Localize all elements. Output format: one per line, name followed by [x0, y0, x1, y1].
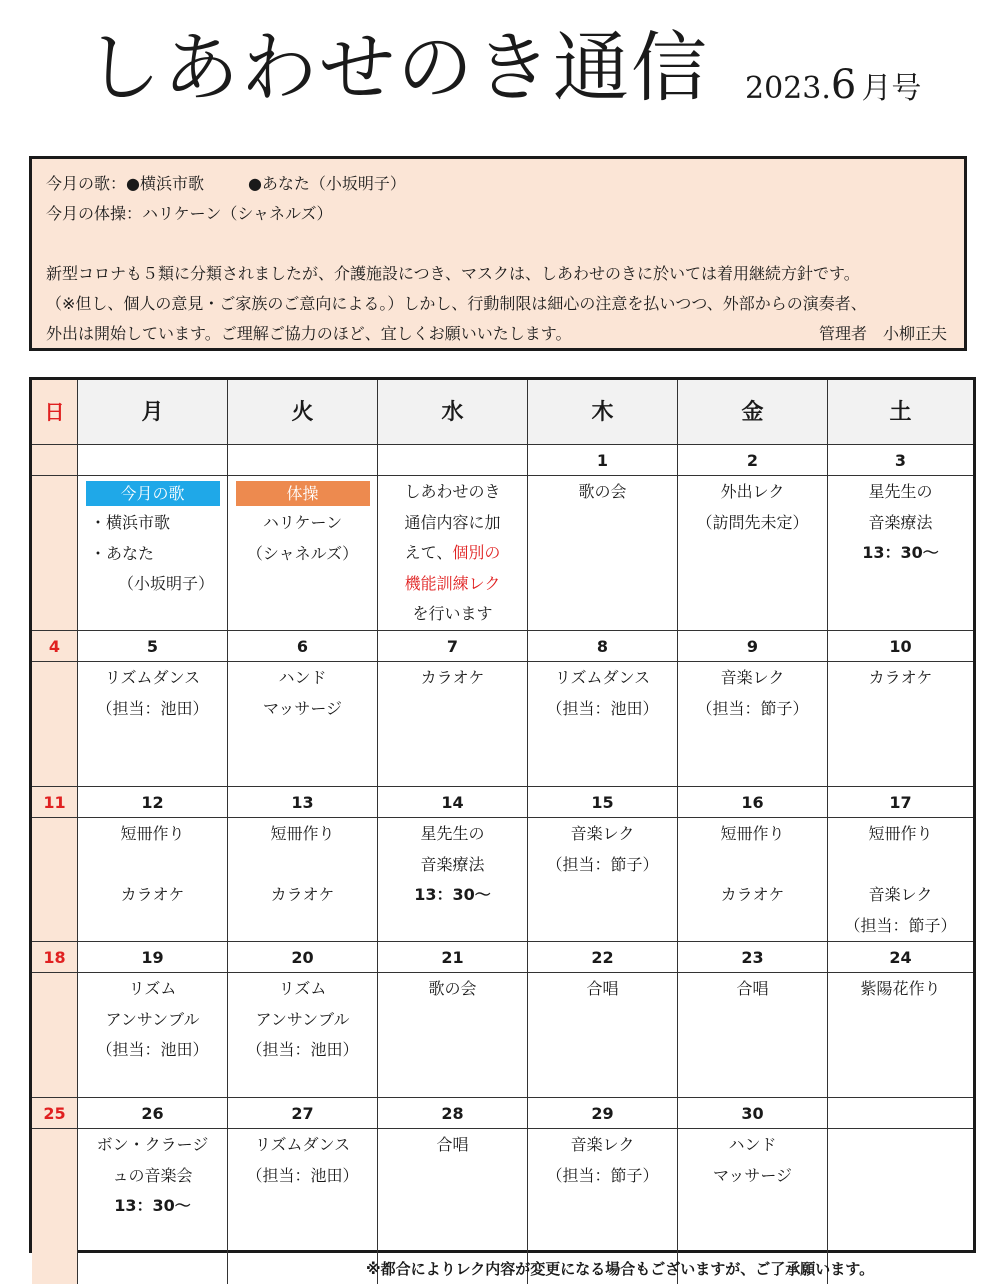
activity-line: 音楽療法	[868, 512, 933, 532]
activity-line: （担当：節子）	[696, 698, 809, 718]
date-cell	[378, 445, 528, 476]
activity-line: マッサージ	[712, 1165, 793, 1185]
activity-cell	[378, 818, 528, 942]
activity-line: 13：30〜	[114, 1196, 191, 1215]
song-line: 今月の歌：●横浜市歌 ●あなた（小坂明子）	[46, 174, 406, 193]
activity-cell-mon-song	[78, 476, 228, 631]
activity-line: 合唱	[736, 979, 769, 998]
weekday-sunday: 日	[32, 380, 78, 445]
activity-cell-sunday	[32, 818, 78, 942]
activity-cell	[828, 818, 973, 942]
week3-dates	[32, 787, 973, 818]
activity-cell	[228, 818, 378, 942]
activity-cell	[78, 973, 228, 1098]
activity-cell	[528, 973, 678, 1098]
weekday-friday: 金	[678, 380, 828, 445]
activity-line: リズムダンス	[254, 1135, 351, 1154]
date-cell: 10	[828, 631, 973, 662]
activity-line: ハンド	[278, 668, 327, 687]
activity-line: 短冊作り	[120, 824, 185, 843]
date-cell: 14	[378, 787, 528, 818]
activity-line: （担当：節子）	[844, 915, 957, 935]
activity-line: （担当：節子）	[546, 1165, 659, 1185]
issue-year: 2023.	[745, 71, 831, 106]
exercise-artist: （シャネルズ）	[246, 543, 359, 563]
date-cell: 8	[528, 631, 678, 662]
activity-cell	[678, 476, 828, 631]
activity-line: （担当：池田）	[246, 1040, 359, 1059]
header	[0, 0, 1000, 140]
notice-paragraph-2: （※但し、個人の意見・ご家族のご意向による。）しかし、行動制限は細心の注意を払いつつ、外部からの演奏者、	[46, 294, 867, 313]
activity-line: リズムダンス	[554, 668, 651, 687]
date-cell	[78, 445, 228, 476]
activity-line: 音楽レク	[570, 824, 635, 843]
activity-cell	[828, 476, 973, 631]
highlight-training: 機能訓練レク	[404, 573, 501, 593]
week3-activities	[32, 818, 973, 942]
weekday-thursday: 木	[528, 380, 678, 445]
newsletter-title: しあわせのき通信	[85, 23, 709, 112]
activity-line: 星先生の	[868, 482, 933, 501]
notice-box	[29, 156, 967, 351]
exercise-line: 今月の体操：ハリケーン（シャネルズ）	[46, 204, 333, 223]
activity-line: アンサンブル	[105, 1009, 200, 1029]
activity-line: 歌の会	[428, 979, 477, 998]
highlight-individual: 個別の	[452, 543, 501, 562]
footer-note: ※都合によりレク内容が変更になる場合もございますが、ご了承願います。	[366, 1260, 875, 1278]
activity-line: 短冊作り	[720, 824, 785, 843]
activity-line: リズムダンス	[104, 668, 201, 687]
activity-cell	[678, 662, 828, 787]
note-line: えて、個別の	[404, 543, 501, 562]
issue-label	[745, 62, 921, 108]
date-cell: 19	[78, 942, 228, 973]
activity-cell	[378, 973, 528, 1098]
date-cell: 25	[32, 1098, 78, 1129]
note-line: 通信内容に加	[404, 512, 501, 532]
activity-cell	[828, 662, 973, 787]
note-line: を行います	[412, 604, 493, 623]
date-cell: 23	[678, 942, 828, 973]
activity-line: 音楽療法	[420, 854, 485, 874]
weekday-monday: 月	[78, 380, 228, 445]
activity-line: アンサンブル	[255, 1009, 350, 1029]
week2-activities	[32, 662, 973, 787]
date-cell: 21	[378, 942, 528, 973]
weekday-header	[32, 380, 973, 445]
date-cell: 27	[228, 1098, 378, 1129]
activity-line: （担当：池田）	[96, 1040, 209, 1059]
activity-line: 短冊作り	[868, 824, 933, 843]
date-cell: 22	[528, 942, 678, 973]
activity-line: マッサージ	[262, 698, 343, 718]
activity-cell-sunday	[32, 476, 78, 631]
notice-paragraph-3: 外出は開始しています。ご理解ご協力のほど、宜しくお願いいたします。 管理者 小柳正夫	[46, 319, 964, 349]
activity-line: 歌の会	[578, 482, 627, 501]
activity-line: ハンド	[728, 1135, 777, 1154]
week-1-dates	[32, 445, 973, 476]
date-cell: 11	[32, 787, 78, 818]
date-cell: 1	[528, 445, 678, 476]
song-item-2-artist: （小坂明子）	[118, 574, 215, 593]
activity-line: 合唱	[586, 979, 619, 998]
issue-suffix: 月号	[861, 71, 922, 106]
activity-line: カラオケ	[120, 885, 185, 904]
date-cell: 17	[828, 787, 973, 818]
date-cell: 29	[528, 1098, 678, 1129]
date-cell	[228, 445, 378, 476]
song-of-month-tag: 今月の歌	[86, 481, 220, 506]
activity-line	[78, 850, 227, 881]
activity-cell	[78, 662, 228, 787]
activity-line: ュの音楽会	[112, 1165, 193, 1185]
notice-paragraph-1: 新型コロナも５類に分類されましたが、介護施設につき、マスクは、しあわせのきに於いては着用継続方針です。	[46, 264, 860, 283]
date-cell: 2	[678, 445, 828, 476]
activity-cell	[528, 662, 678, 787]
activity-line: 星先生の	[420, 824, 485, 843]
activity-line: 短冊作り	[270, 824, 335, 843]
activity-cell	[378, 662, 528, 787]
activity-line: （担当：節子）	[546, 854, 659, 874]
activity-line: カラオケ	[420, 668, 485, 687]
activity-cell	[528, 818, 678, 942]
exercise-tag: 体操	[236, 481, 370, 506]
activity-line: （訪問先未定）	[696, 512, 809, 532]
activity-cell-tue-exercise	[228, 476, 378, 631]
activity-cell	[228, 1129, 378, 1284]
activity-line: （担当：池田）	[246, 1165, 359, 1185]
activity-line: 合唱	[436, 1135, 469, 1154]
activity-line: 紫陽花作り	[860, 979, 941, 998]
activity-cell-sunday	[32, 662, 78, 787]
date-cell: 28	[378, 1098, 528, 1129]
activity-line	[678, 850, 827, 881]
activity-cell-wed-note	[378, 476, 528, 631]
date-cell: 16	[678, 787, 828, 818]
date-cell: 24	[828, 942, 973, 973]
monthly-calendar	[29, 377, 976, 1253]
date-cell: 3	[828, 445, 973, 476]
activity-line	[228, 850, 377, 881]
week-1-activities	[32, 476, 973, 631]
song-item-1: ・横浜市歌	[90, 513, 171, 532]
week2-dates	[32, 631, 973, 662]
activity-cell	[528, 476, 678, 631]
activity-cell	[228, 662, 378, 787]
manager-signature: 管理者 小柳正夫	[819, 324, 948, 343]
date-cell: 7	[378, 631, 528, 662]
date-cell: 13	[228, 787, 378, 818]
date-cell: 12	[78, 787, 228, 818]
week5-dates	[32, 1098, 973, 1129]
activity-line: 音楽レク	[868, 885, 933, 904]
activity-cell-sunday	[32, 973, 78, 1098]
date-cell: 30	[678, 1098, 828, 1129]
date-cell	[32, 445, 78, 476]
activity-line: （担当：池田）	[96, 698, 209, 718]
activity-line: カラオケ	[720, 885, 785, 904]
activity-cell-sunday	[32, 1129, 78, 1284]
activity-cell	[678, 973, 828, 1098]
activity-line: 外出レク	[720, 482, 785, 501]
week4-activities	[32, 973, 973, 1098]
activity-cell	[78, 818, 228, 942]
activity-line: カラオケ	[270, 885, 335, 904]
song-item-2: ・あなた	[90, 543, 155, 563]
activity-line: リズム	[278, 979, 327, 998]
date-cell: 6	[228, 631, 378, 662]
exercise-name: ハリケーン	[262, 513, 343, 532]
weekday-wednesday: 水	[378, 380, 528, 445]
issue-month: 6	[830, 62, 857, 108]
activity-line: ボン・クラージ	[96, 1135, 209, 1154]
date-cell: 20	[228, 942, 378, 973]
note-line: しあわせのき	[404, 482, 501, 501]
activity-cell	[678, 818, 828, 942]
activity-cell	[228, 973, 378, 1098]
date-cell: 5	[78, 631, 228, 662]
weekday-saturday: 土	[828, 380, 973, 445]
activity-cell	[78, 1129, 228, 1284]
activity-line: （担当：池田）	[546, 698, 659, 718]
activity-time: 13：30〜	[862, 543, 939, 562]
activity-line: 音楽レク	[720, 668, 785, 687]
weekday-tuesday: 火	[228, 380, 378, 445]
date-cell: 4	[32, 631, 78, 662]
date-cell: 9	[678, 631, 828, 662]
activity-line: 13：30〜	[414, 885, 491, 904]
activity-line	[828, 850, 973, 881]
activity-line: リズム	[128, 979, 177, 998]
date-cell: 26	[78, 1098, 228, 1129]
date-cell: 18	[32, 942, 78, 973]
date-cell	[828, 1098, 973, 1129]
week4-dates	[32, 942, 973, 973]
date-cell: 15	[528, 787, 678, 818]
activity-line: カラオケ	[868, 668, 933, 687]
activity-line: 音楽レク	[570, 1135, 635, 1154]
activity-cell	[828, 973, 973, 1098]
